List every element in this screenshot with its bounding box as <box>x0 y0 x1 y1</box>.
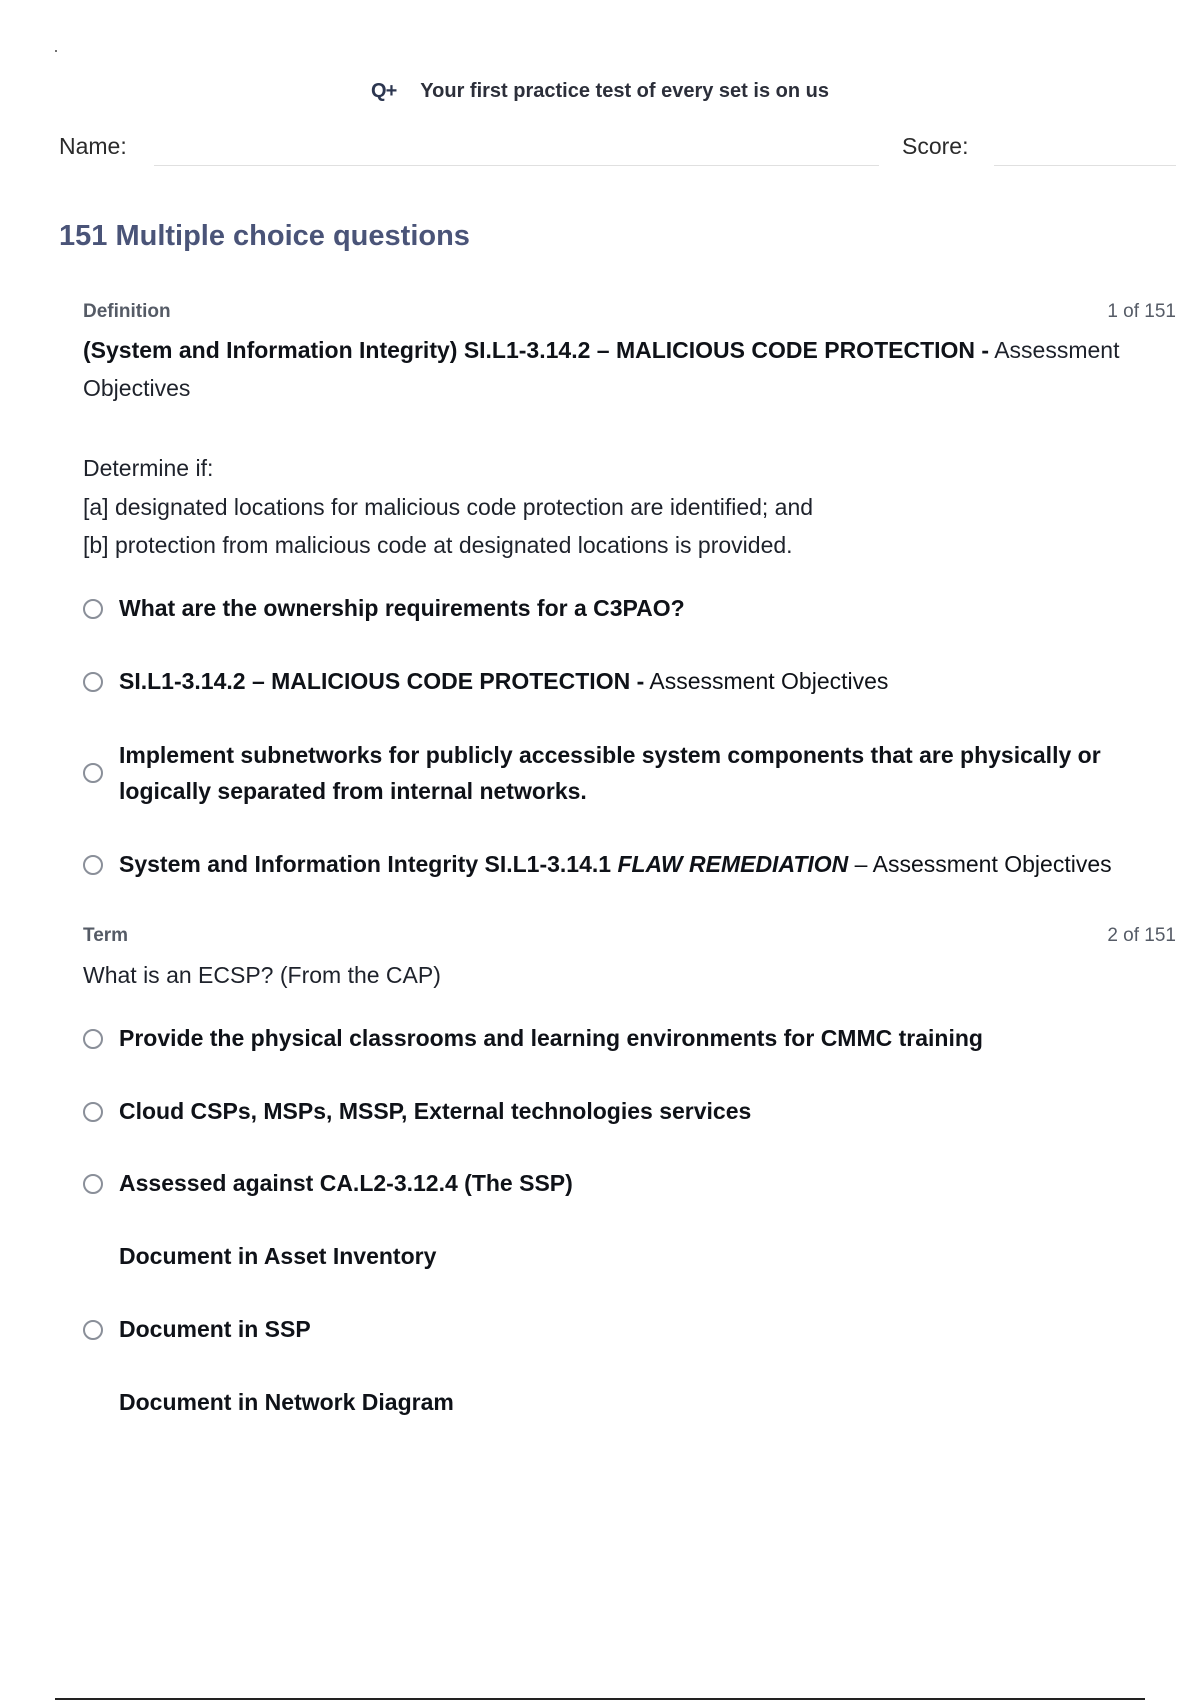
question-2-header <box>83 925 1176 951</box>
question-kind: Definition <box>83 301 171 322</box>
prompt-determine: Determine if: <box>83 455 214 481</box>
score-label: Score: <box>902 133 969 159</box>
question-1-header <box>83 301 1176 327</box>
option-bold-part: SI.L1-3.14.2 – MALICIOUS CODE PROTECTION - <box>119 668 645 694</box>
radio-button[interactable] <box>83 672 103 692</box>
name-field-line <box>154 165 879 166</box>
prompt-item-a: [a] designated locations for malicious code protection are identified; and <box>83 494 814 520</box>
option-continuation-text: Document in Network Diagram <box>119 1389 454 1415</box>
radio-button[interactable] <box>83 855 103 875</box>
option-normal-part: Assessment Objectives <box>644 668 889 694</box>
option-text <box>119 846 1159 882</box>
option-bold-part: System and Information Integrity SI.L1-3.14.1 <box>119 851 618 877</box>
score-field-line <box>994 165 1176 166</box>
option-text <box>119 663 1159 699</box>
promo-banner-text: Your first practice test of every set is on us <box>420 80 829 102</box>
question-2-prompt: What is an ECSP? (From the CAP) <box>83 962 441 988</box>
promo-banner[interactable] <box>0 80 1200 103</box>
radio-button[interactable] <box>83 1320 103 1340</box>
prompt-normal-part: Assessment Objectives <box>83 337 1120 401</box>
name-label: Name: <box>59 133 127 159</box>
option-bold-italic-part: FLAW REMEDIATION <box>617 851 849 877</box>
section-title: 151 Multiple choice questions <box>59 220 470 252</box>
question-1-prompt <box>83 331 1143 407</box>
option-text: Implement subnetworks for publicly accessible system components that are physically or logically separated from internal networks. <box>119 742 1101 804</box>
option-normal-part: – Assessment Objectives <box>848 851 1112 877</box>
question-kind: Term <box>83 925 129 946</box>
quizlet-plus-icon: Q+ <box>371 80 397 102</box>
radio-button[interactable] <box>83 763 103 783</box>
radio-button[interactable] <box>83 1029 103 1049</box>
option-text: What are the ownership requirements for a C3PAO? <box>119 595 685 621</box>
radio-button[interactable] <box>83 599 103 619</box>
question-count: 1 of 151 <box>1107 301 1176 322</box>
name-score-row <box>59 133 1176 169</box>
option-text: Cloud CSPs, MSPs, MSSP, External technologies services <box>119 1098 752 1124</box>
option-text: Document in SSP <box>119 1316 311 1342</box>
radio-button[interactable] <box>83 1174 103 1194</box>
prompt-item-b: [b] protection from malicious code at designated locations is provided. <box>83 532 793 558</box>
option-text: Provide the physical classrooms and learning environments for CMMC training <box>119 1025 983 1051</box>
option-continuation-text: Document in Asset Inventory <box>119 1243 437 1269</box>
radio-button[interactable] <box>83 1102 103 1122</box>
question-count: 2 of 151 <box>1107 925 1176 946</box>
prompt-bold-part: (System and Information Integrity) SI.L1-3.14.2 – MALICIOUS CODE PROTECTION - <box>83 337 990 363</box>
corner-dot <box>55 50 57 52</box>
option-text: Assessed against CA.L2-3.12.4 (The SSP) <box>119 1170 573 1196</box>
